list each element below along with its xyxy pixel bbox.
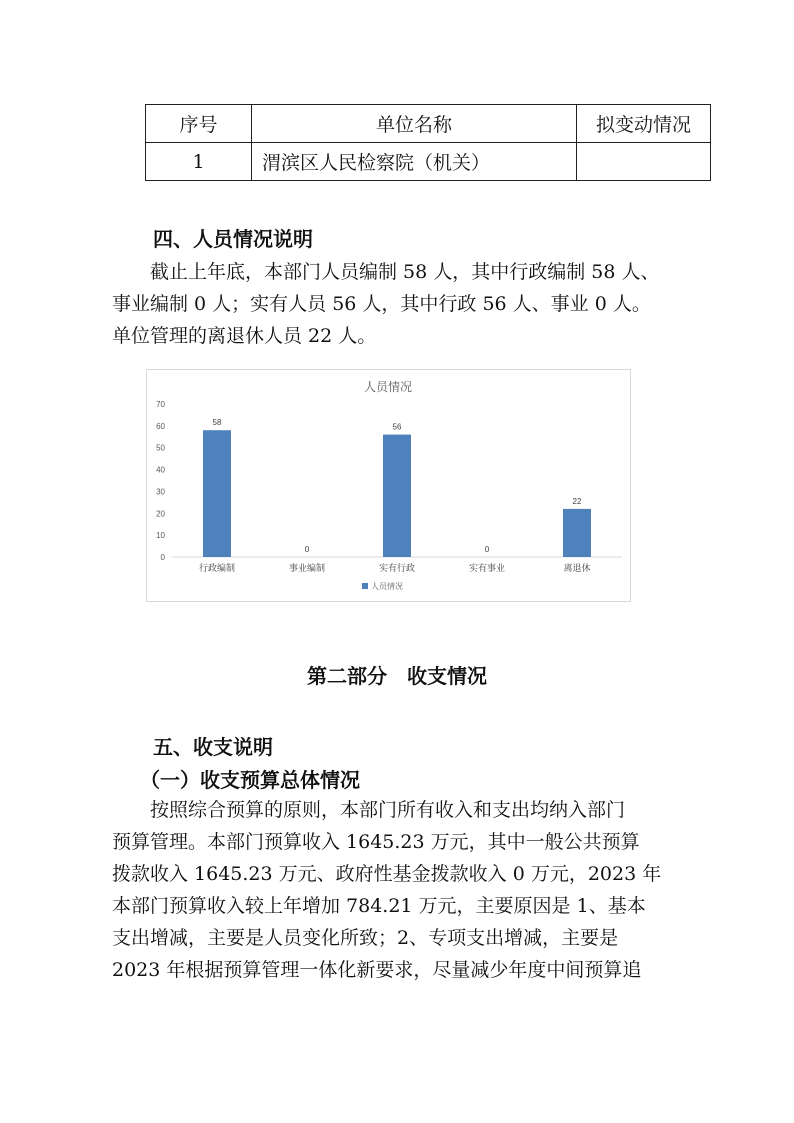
x-tick-label: 实有事业 bbox=[468, 563, 506, 573]
y-tick-label: 20 bbox=[156, 509, 165, 519]
paragraph-line: 预算管理。本部门预算收入 1645.23 万元，其中一般公共预算 bbox=[112, 831, 640, 853]
part2-heading: 第二部分 收支情况 bbox=[307, 664, 487, 688]
chart-canvas bbox=[147, 370, 630, 601]
table-row bbox=[146, 143, 711, 181]
section5-heading: 五、收支说明 bbox=[153, 735, 273, 759]
y-tick-label: 60 bbox=[156, 421, 165, 431]
section5-subheading: （一）收支预算总体情况 bbox=[140, 768, 360, 792]
y-tick-label: 50 bbox=[156, 443, 165, 453]
x-tick-label: 实有行政 bbox=[378, 563, 416, 573]
y-tick-label: 10 bbox=[156, 531, 165, 541]
header-unit-name: 单位名称 bbox=[252, 105, 577, 143]
paragraph-line: 按照综合预算的原则，本部门所有收入和支出均纳入部门 bbox=[150, 799, 626, 821]
chart-title: 人员情况 bbox=[363, 380, 413, 394]
personnel-bar-chart bbox=[146, 369, 631, 602]
header-change: 拟变动情况 bbox=[577, 105, 711, 143]
x-tick-label: 事业编制 bbox=[288, 563, 326, 573]
paragraph-line: 本部门预算收入较上年增加 784.21 万元，主要原因是 1、基本 bbox=[112, 895, 646, 917]
cell-change bbox=[577, 143, 711, 181]
data-label: 0 bbox=[484, 545, 490, 554]
data-label: 22 bbox=[572, 496, 582, 506]
y-tick-label: 70 bbox=[156, 400, 165, 409]
table-header-row bbox=[146, 105, 711, 143]
y-tick-label: 0 bbox=[160, 553, 165, 562]
legend-label: 人员情况 bbox=[371, 582, 403, 591]
paragraph-line: 事业编制 0 人；实有人员 56 人，其中行政 56 人、事业 0 人。 bbox=[112, 293, 651, 315]
paragraph-line: 截止上年底，本部门人员编制 58 人，其中行政编制 58 人、 bbox=[150, 261, 660, 283]
cell-unit-name: 渭滨区人民检察院（机关） bbox=[252, 143, 577, 181]
bar bbox=[563, 509, 591, 557]
section5-paragraph bbox=[112, 794, 698, 986]
section4-paragraph bbox=[112, 256, 698, 352]
section4-heading: 四、人员情况说明 bbox=[153, 227, 313, 251]
x-tick-label: 行政编制 bbox=[198, 563, 236, 573]
paragraph-line: 拨款收入 1645.23 万元、政府性基金拨款收入 0 万元，2023 年 bbox=[112, 863, 662, 885]
paragraph-line: 单位管理的离退休人员 22 人。 bbox=[112, 325, 377, 347]
x-tick-label: 离退休 bbox=[563, 563, 591, 573]
paragraph-line: 2023 年根据预算管理一体化新要求，尽量减少年度中间预算追 bbox=[112, 959, 642, 981]
cell-serial: 1 bbox=[146, 143, 252, 181]
y-tick-label: 40 bbox=[156, 465, 165, 475]
data-label: 56 bbox=[392, 422, 402, 432]
y-tick-label: 30 bbox=[156, 487, 165, 497]
bar bbox=[203, 430, 231, 557]
data-label: 0 bbox=[304, 545, 310, 554]
legend-swatch bbox=[362, 583, 368, 589]
header-serial: 序号 bbox=[146, 105, 252, 143]
data-label: 58 bbox=[212, 418, 222, 428]
paragraph-line: 支出增减，主要是人员变化所致；2、专项支出增减，主要是 bbox=[112, 927, 619, 949]
unit-change-table bbox=[145, 104, 711, 181]
bar bbox=[383, 435, 411, 557]
